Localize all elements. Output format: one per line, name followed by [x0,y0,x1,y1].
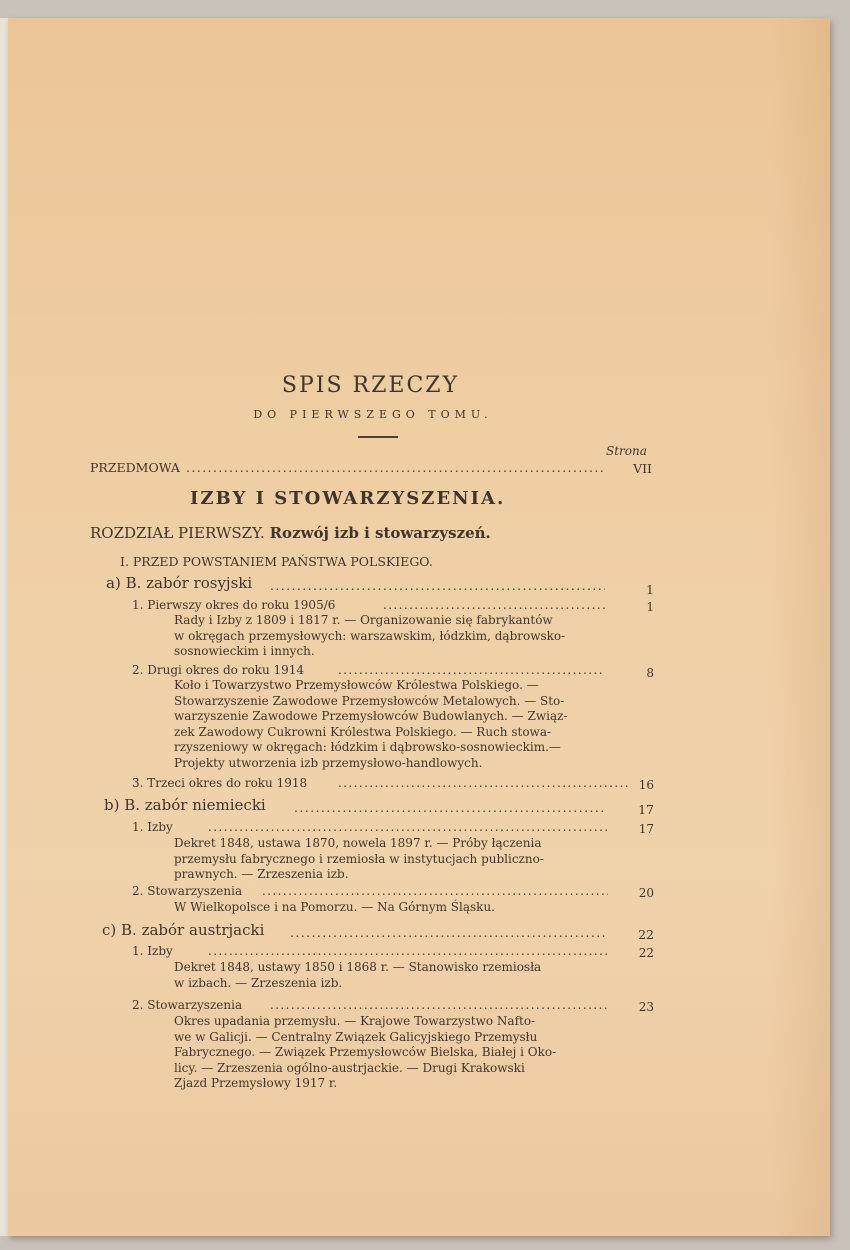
zabor-b-page: 17 [638,802,654,817]
toc-item: 2. Drugi okres do roku 1914 [132,663,305,677]
toc-item-page: 22 [638,946,654,960]
leader-dots [270,998,608,1014]
toc-item-page: 17 [638,822,654,836]
zabor-b-heading: b) B. zabór niemiecki [104,796,266,814]
toc-description: Okres upadania przemysłu. — Krajowe Towarzystwo Nafto- we w Galicji. — Centralny Związek Galicyjskiego Przemysłu Fabrycznego. — Związek Przemysłowców Bielska, Białej i Oko- licy. — Zrzeszenia ogólno-austrjackie. — Drugi Krakowski Zjazd Przemysłowy 1917 r. [174,1014,557,1090]
toc-item-page: 8 [646,666,654,680]
toc-item: 3. Trzeci okres do roku 1918 [132,776,308,790]
leader-dots [294,800,606,815]
leader-dots [383,598,605,614]
page-title: SPIS RZECZY [281,373,460,398]
toc-item-page: 20 [638,886,654,900]
toc-item: 1. Izby [132,944,173,958]
leader-dots [290,925,606,940]
toc-description: Dekret 1848, ustawy 1850 i 1868 r. — Stanowisko rzemiosła w izbach. — Zrzeszenia izb. [174,960,542,990]
toc-item-page: 1 [646,600,654,614]
toc-description: Rady i Izby z 1809 i 1817 r. — Organizowanie się fabrykantów w okręgach przemysłowych: warszawskim, łódzkim, dąbrowsko- sosnowieckim i innych. [174,613,566,658]
zabor-a-page: 1 [646,582,654,597]
toc-item-page: 16 [638,778,654,792]
leader-dots [208,944,608,960]
toc-description: Dekret 1848, ustawa 1870, nowela 1897 r. — Próby łączenia przemysłu fabrycznego i rzemiosła w instytucjach publiczno- prawnych. — Zrzeszenia izb. [174,836,544,881]
leader-dots [338,776,630,792]
leader-dots [186,460,606,475]
preface-page: VII [633,461,652,476]
toc-item-page: 23 [638,1000,654,1014]
toc-description: W Wielkopolsce i na Pomorzu. — Na Górnym Śląsku. [174,900,495,914]
page-subtitle: DO PIERWSZEGO TOMU. [253,408,493,421]
preface-label: PRZEDMOWA [90,460,180,475]
part-title: IZBY I STOWARZYSZENIA. [190,488,506,509]
zabor-c-page: 22 [638,927,654,942]
chapter-heading [90,524,491,542]
page-edge [0,18,8,1236]
leader-dots [208,820,608,836]
toc-description: Koło i Towarzystwo Przemysłowców Królestwa Polskiego. — Stowarzyszenie Zawodowe Przemysłowców Metalowych. — Sto- warzyszenie Zawodowe Przemysłowców Budowlanych. — Związ- zek Zawodowy Cukrowni Królestwa Polskiego. — Ruch stowa- rzyszeniowy w okręgach: łódzkim i dąbrowsko-sosnowieckim.— Projekty utworzenia izb przemysłowo-handlowych. [174,678,568,770]
ornament-divider [358,436,398,438]
leader-dots [262,884,608,900]
leader-dots [270,578,605,593]
zabor-c-heading: c) B. zabór austrjacki [102,921,265,939]
toc-item: 1. Izby [132,820,173,834]
chapter-prefix: ROZDZIAŁ PIERWSZY. [90,524,265,542]
toc-item: 2. Stowarzyszenia [132,998,243,1012]
leader-dots [338,663,605,679]
page-column-label: Strona [606,444,647,458]
toc-item: 2. Stowarzyszenia [132,884,243,898]
section-heading: I. PRZED POWSTANIEM PAŃSTWA POLSKIEGO. [120,554,433,569]
zabor-a-heading: a) B. zabór rosyjski [106,574,253,592]
document-page [8,18,830,1236]
chapter-title: Rozwój izb i stowarzyszeń. [269,524,491,542]
toc-item: 1. Pierwszy okres do roku 1905/6 [132,598,336,612]
